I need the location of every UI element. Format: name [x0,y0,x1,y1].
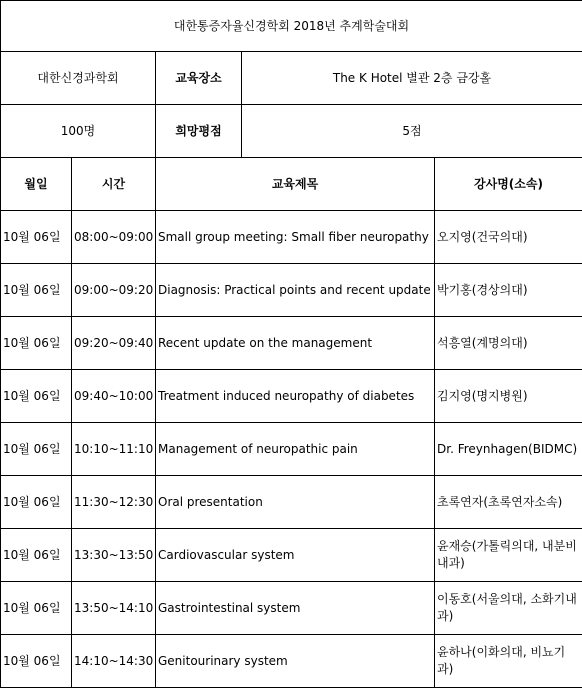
row-speaker: 초록연자(초록연자소속) [435,476,582,529]
event-title: 대한통증자율신경학회 2018년 추계학술대회 [1,1,582,52]
row-topic: Treatment induced neuropathy of diabetes [156,370,435,423]
host-organization: 대한신경과학회 [1,52,156,105]
row-time: 09:40~10:00 [72,370,156,423]
row-time: 09:20~09:40 [72,317,156,370]
table-row [1,423,582,476]
column-header-time: 시간 [72,158,156,211]
row-topic: Oral presentation [156,476,435,529]
row-topic: Cardiovascular system [156,529,435,582]
schedule-rows [1,211,582,688]
row-speaker: 윤재승(가톨릭의대, 내분비내과) [435,529,582,582]
row-topic: Management of neuropathic pain [156,423,435,476]
row-date: 10월 06일 [1,423,72,476]
row-date: 10월 06일 [1,635,72,688]
row-speaker: 오지영(건국의대) [435,211,582,264]
row-time: 09:00~09:20 [72,264,156,317]
table-row [1,476,582,529]
row-speaker: 이동호(서울의대, 소화기내과) [435,582,582,635]
table-row [1,635,582,688]
row-speaker: 석흥열(계명의대) [435,317,582,370]
row-date: 10월 06일 [1,476,72,529]
column-header-topic: 교육제목 [156,158,435,211]
row-date: 10월 06일 [1,529,72,582]
row-time: 10:10~11:10 [72,423,156,476]
attendee-count: 100명 [1,105,156,158]
rating-label: 희망평점 [156,105,242,158]
table-row [1,211,582,264]
row-topic: Diagnosis: Practical points and recent update [156,264,435,317]
row-topic: Gastrointestinal system [156,582,435,635]
rating-value: 5점 [242,105,582,158]
row-date: 10월 06일 [1,317,72,370]
row-time: 08:00~09:00 [72,211,156,264]
table-row [1,264,582,317]
table-row [1,317,582,370]
row-speaker: Dr. Freynhagen(BIDMC) [435,423,582,476]
row-date: 10월 06일 [1,582,72,635]
column-header-speaker: 강사명(소속) [435,158,582,211]
table-row [1,370,582,423]
row-speaker: 박기홍(경상의대) [435,264,582,317]
table-row [1,529,582,582]
row-date: 10월 06일 [1,211,72,264]
venue-label: 교육장소 [156,52,242,105]
row-date: 10월 06일 [1,264,72,317]
table-row [1,582,582,635]
row-time: 13:50~14:10 [72,582,156,635]
row-time: 14:10~14:30 [72,635,156,688]
row-topic: Genitourinary system [156,635,435,688]
row-time: 13:30~13:50 [72,529,156,582]
row-speaker: 윤하나(이화의대, 비뇨기과) [435,635,582,688]
row-date: 10월 06일 [1,370,72,423]
row-topic: Small group meeting: Small fiber neuropathy [156,211,435,264]
row-topic: Recent update on the management [156,317,435,370]
row-speaker: 김지영(명지병원) [435,370,582,423]
row-time: 11:30~12:30 [72,476,156,529]
column-header-date: 월일 [1,158,72,211]
venue-value: The K Hotel 별관 2층 금강홀 [242,52,582,105]
